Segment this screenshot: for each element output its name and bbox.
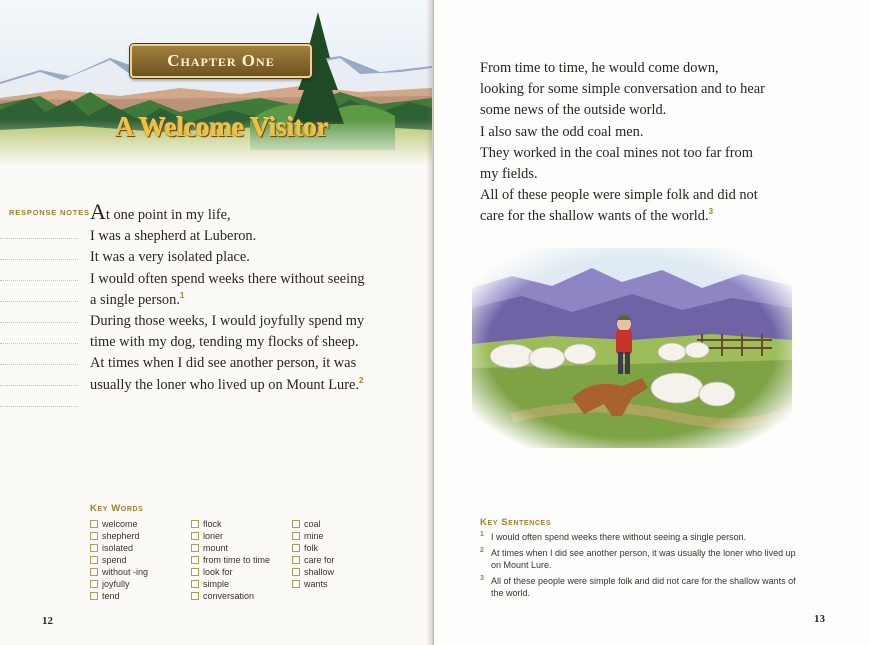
- key-sentence-text: I would often spend weeks there without seeing a single person.: [491, 532, 747, 542]
- footnote-marker: 3: [708, 207, 714, 217]
- key-word-item[interactable]: coal: [292, 518, 335, 530]
- key-word-item[interactable]: joyfully: [90, 578, 148, 590]
- page-number: 12: [42, 615, 53, 627]
- story-text-right: [480, 58, 765, 228]
- key-word-item[interactable]: folk: [292, 542, 335, 554]
- checkbox-icon[interactable]: [292, 532, 300, 540]
- key-word-item[interactable]: welcome: [90, 518, 148, 530]
- key-word-item[interactable]: flock: [191, 518, 270, 530]
- paragraph-line: At one point in my life,: [90, 199, 231, 224]
- left-page: [0, 0, 432, 645]
- paragraph-line: usually the loner who lived up on Mount Lure.$^2$: [90, 375, 364, 393]
- paragraph-line: I was a shepherd at Luberon.: [90, 228, 257, 245]
- paragraph-line: looking for some simple conversation and to hear: [480, 81, 765, 98]
- key-words-heading: Key Words: [90, 503, 144, 514]
- checkbox-icon[interactable]: [191, 592, 199, 600]
- response-note-line: [0, 259, 78, 260]
- checkbox-icon[interactable]: [90, 556, 98, 564]
- checkbox-icon[interactable]: [292, 568, 300, 576]
- drop-cap: A: [90, 199, 106, 224]
- response-note-line: [0, 364, 78, 365]
- checkbox-icon[interactable]: [90, 580, 98, 588]
- checkbox-icon[interactable]: [90, 520, 98, 528]
- key-word-item[interactable]: tend: [90, 590, 148, 602]
- paragraph-line: It was a very isolated place.: [90, 249, 250, 266]
- paragraph-line: All of these people were simple folk and did not: [480, 187, 758, 204]
- key-word-item[interactable]: mine: [292, 530, 335, 542]
- paragraph-line: During those weeks, I would joyfully spend my: [90, 312, 365, 329]
- footnote-marker: 2: [358, 375, 364, 385]
- paragraph-line: my fields.: [480, 165, 538, 182]
- paragraph-line: a single person.$^1$: [90, 290, 185, 308]
- paragraph-line: From time to time, he would come down,: [480, 60, 719, 76]
- checkbox-icon[interactable]: [191, 532, 199, 540]
- key-sentence-number: 2: [480, 547, 484, 554]
- shepherd-illustration: [472, 248, 792, 448]
- key-words-column-3: [292, 518, 335, 590]
- checkbox-icon[interactable]: [191, 580, 199, 588]
- checkbox-icon[interactable]: [292, 520, 300, 528]
- chapter-label-plate: [130, 44, 312, 78]
- response-note-line: [0, 385, 78, 386]
- key-word-item[interactable]: from time to time: [191, 554, 270, 566]
- key-sentence-item: [480, 547, 800, 571]
- response-note-line: [0, 406, 78, 407]
- key-word-item[interactable]: care for: [292, 554, 335, 566]
- key-sentence-text: At times when I did see another person, it was usually the loner who lived up on Mount Lure.: [491, 548, 796, 570]
- key-word-item[interactable]: conversation: [191, 590, 270, 602]
- key-word-item[interactable]: shepherd: [90, 530, 148, 542]
- checkbox-icon[interactable]: [292, 544, 300, 552]
- checkbox-icon[interactable]: [292, 556, 300, 564]
- chapter-title: A Welcome Visitor: [115, 112, 329, 142]
- key-sentences-heading: Key Sentences: [480, 517, 552, 528]
- footnote-marker: 1: [179, 290, 185, 300]
- key-word-item[interactable]: shallow: [292, 566, 335, 578]
- key-words-column-1: [90, 518, 148, 602]
- key-word-item[interactable]: loner: [191, 530, 270, 542]
- key-sentence-number: 3: [480, 575, 484, 582]
- response-note-line: [0, 301, 78, 302]
- checkbox-icon[interactable]: [90, 532, 98, 540]
- response-note-line: [0, 280, 78, 281]
- response-note-line: [0, 322, 78, 323]
- key-sentence-text: All of these people were simple folk and did not care for the shallow wants of the world.: [491, 576, 796, 598]
- key-sentence-item: [480, 531, 800, 543]
- response-notes-label: RESPONSE NOTES: [9, 208, 90, 217]
- response-note-line: [0, 343, 78, 344]
- key-sentence-item: [480, 575, 800, 599]
- checkbox-icon[interactable]: [191, 556, 199, 564]
- right-page: [434, 0, 870, 645]
- key-words-column-2: [191, 518, 270, 602]
- paragraph-line: time with my dog, tending my flocks of sheep.: [90, 334, 359, 351]
- key-sentence-number: 1: [480, 531, 484, 538]
- checkbox-icon[interactable]: [90, 568, 98, 576]
- checkbox-icon[interactable]: [90, 592, 98, 600]
- paragraph-line: some news of the outside world.: [480, 102, 667, 119]
- paragraph-line: care for the shallow wants of the world.$^3$: [480, 207, 714, 225]
- key-word-item[interactable]: spend: [90, 554, 148, 566]
- chapter-label: Chapter One: [167, 51, 275, 70]
- paragraph-line: I also saw the odd coal men.: [480, 123, 644, 140]
- story-text-left: [90, 199, 365, 396]
- key-word-item[interactable]: mount: [191, 542, 270, 554]
- page-number: 13: [814, 613, 825, 625]
- checkbox-icon[interactable]: [90, 544, 98, 552]
- key-word-item[interactable]: simple: [191, 578, 270, 590]
- response-note-line: [0, 238, 78, 239]
- key-word-item[interactable]: without -ing: [90, 566, 148, 578]
- key-word-item[interactable]: wants: [292, 578, 335, 590]
- paragraph-line: At times when I did see another person, it was: [90, 355, 357, 372]
- checkbox-icon[interactable]: [191, 544, 199, 552]
- paragraph-line: I would often spend weeks there without seeing: [90, 270, 365, 287]
- key-word-item[interactable]: isolated: [90, 542, 148, 554]
- paragraph-line: They worked in the coal mines not too far from: [480, 144, 753, 161]
- checkbox-icon[interactable]: [191, 568, 199, 576]
- checkbox-icon[interactable]: [191, 520, 199, 528]
- key-word-item[interactable]: look for: [191, 566, 270, 578]
- checkbox-icon[interactable]: [292, 580, 300, 588]
